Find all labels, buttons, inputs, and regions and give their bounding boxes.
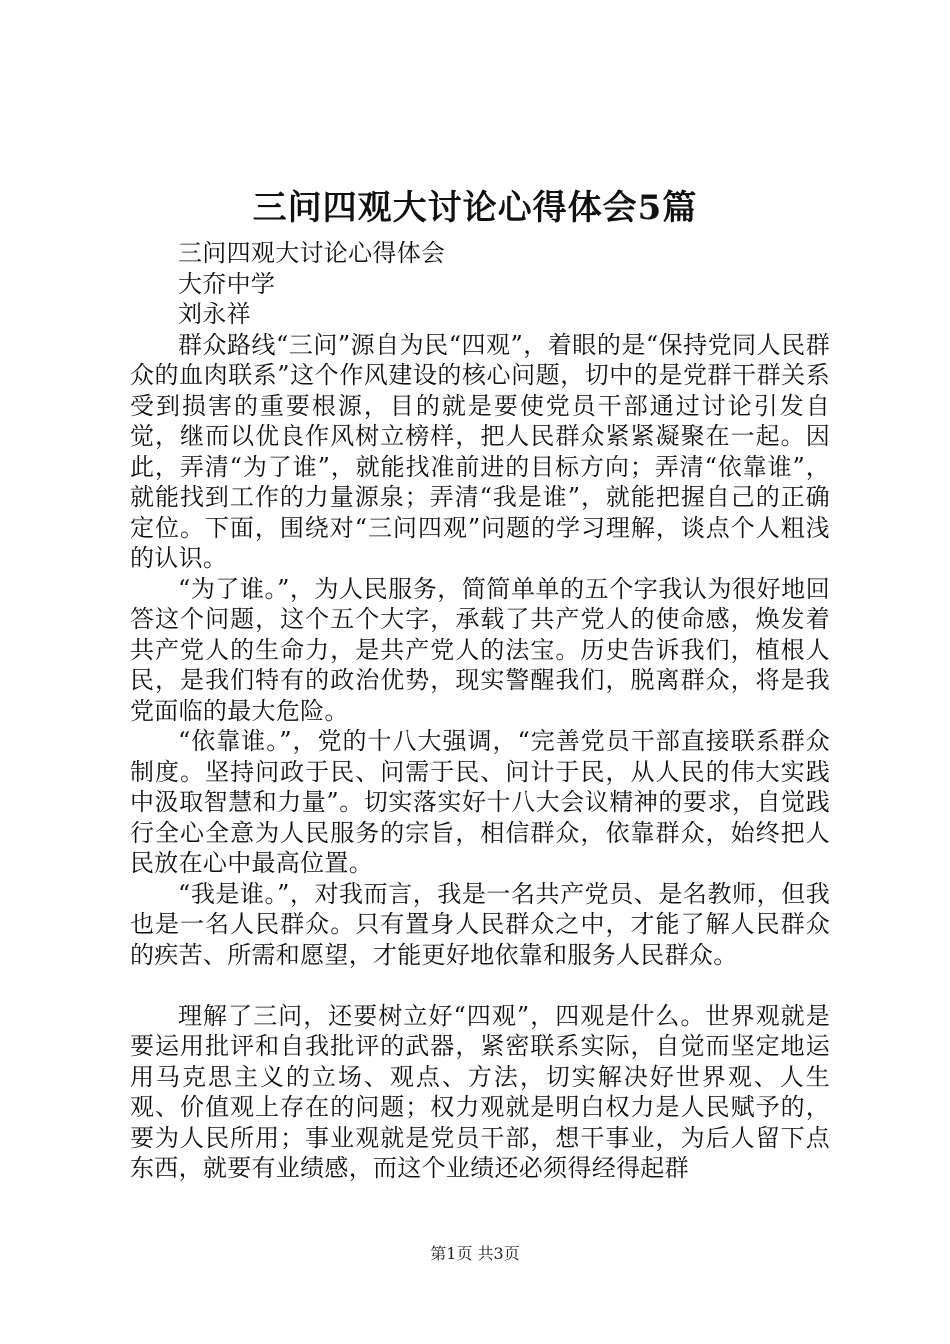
body-paragraph: 群众路线“三问”源自为民“四观”，着眼的是“保持党同人民群众的血肉联系”这个作风建设的核心问题，切中的是党群干群关系受到损害的重要根源，目的就是要使党员干部通过讨论引发自觉，继而以优良作风树立榜样，把人民群众紧紧凝聚在一起。因此，弄清“为了谁”，就能找准前进的目标方向；弄清“依靠谁”，就能找到工作的力量源泉；弄清“我是谁”，就能把握自己的正确定位。下面，围绕对“三问四观”问题的学习理解，谈点个人粗浅的认识。: [130, 330, 830, 572]
document-title: 三问四观大讨论心得体会5篇: [252, 188, 698, 228]
body-paragraph: 理解了三问，还要树立好“四观”，四观是什么。世界观就是要运用批评和自我批评的武器，紧密联系实际，自觉而坚定地运用马克思主义的立场、观点、方法，切实解决好世界观、人生观、价值观上存在的问题；权力观就是明白权力是人民赋予的，要为人民所用；事业观就是党员干部，想干事业，为后人留下点东西，就要有业绩感，而这个业绩还必须得经得起群: [130, 1001, 830, 1182]
author-name: 刘永祥: [178, 300, 251, 328]
document-subtitle: 三问四观大讨论心得体会: [178, 239, 446, 267]
school-name: 大夼中学: [178, 269, 276, 298]
page-footer: 第1页 共3页: [430, 1244, 520, 1263]
body-paragraph: “我是谁。”，对我而言，我是一名共产党员、是名教师，但我也是一名人民群众。只有置身人民群众之中，才能了解人民群众的疾苦、所需和愿望，才能更好地依靠和服务人民群众。: [130, 879, 830, 969]
body-paragraph: “依靠谁。”，党的十八大强调，“完善党员干部直接联系群众制度。坚持问政于民、问需于民、问计于民，从人民的伟大实践中汲取智慧和力量”。切实落实好十八大会议精神的要求，自觉践行全心全意为人民服务的宗旨，相信群众，依靠群众，始终把人民放在心中最高位置。: [130, 727, 830, 877]
body-paragraph: “为了谁。”，为人民服务，简简单单的五个字我认为很好地回答这个问题，这个五个大字，承载了共产党人的使命感，焕发着共产党人的生命力，是共产党人的法宝。历史告诉我们，植根人民，是我们特有的政治优势，现实警醒我们，脱离群众，将是我党面临的最大危险。: [130, 574, 830, 725]
document-body: [130, 238, 830, 1184]
paragraph-spacer: [130, 970, 830, 1001]
